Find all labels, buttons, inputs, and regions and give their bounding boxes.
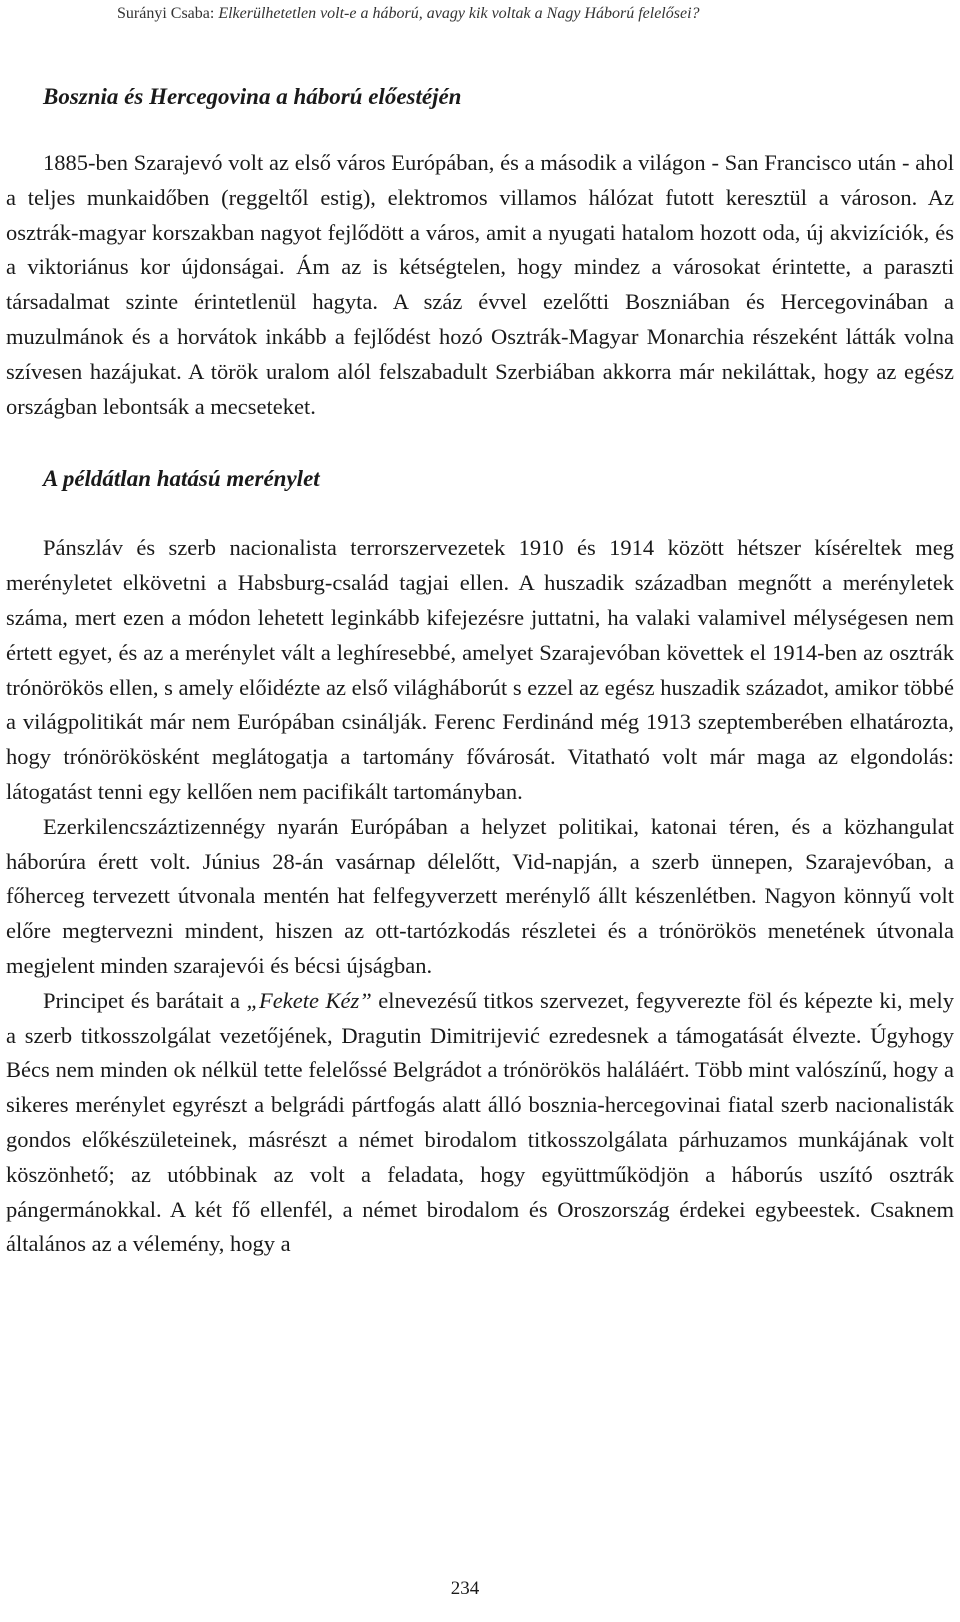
paragraph-text: elnevezésű titkos szervezet, fegyverezte föl és képezte ki, mely a szerb titkosszolgálat vezetőjének, Dragutin Dimitrijević ezredesnek a támogatását élvezte. Úgyhogy Bécs nem minden ok nélkül tette felelőssé Belgrádot a trónörökös haláláért. Több mint valószínű, hogy a sikeres merénylet egyrészt a belgrádi pártfogás alatt álló bosznia-hercegovinai fiatal szerb nacionalisták gondos előkészületeinek, másrészt a német birodalom titkosszolgálata párhuzamos munkájának volt köszönhető; az utóbbinak az volt a feladata, hogy együttműködjön a háborús uszító osztrák pángermánokkal. A két fő ellenfél, a német birodalom és Oroszország érdekei egybeestek. Csaknem általános az a vélemény, hogy a <box>6 987 954 1257</box>
paragraph-black-hand <box>6 984 954 1262</box>
paragraph: 1885-ben Szarajevó volt az első város Európában, és a második a világon - San Francisco után - ahol a teljes munkaidőben (reggeltől estig), elektromos villamos hálózat futott keresztül a városon. Az osztrák-magyar korszakban nagyot fejlődött a város, amit a nyugati hatalom hozott oda, új akvizíciók, és a viktoriánus kor újdonságai. Ám az is kétségtelen, hogy mindez a városokat érintette, a paraszti társadalmat szinte érintetlenül hagyta. A száz évvel ezelőtti Boszniában és Hercegovinában a muzulmánok és a horvátok inkább a fejlődést hozó Osztrák-Magyar Monarchia részeként látták volna szívesen hazájukat. A török uralom alól felszabadult Szerbiában akkorra már nekiláttak, hogy az egész országban lebontsák a mecseteket. <box>6 150 954 419</box>
section-heading-assassination: A példátlan hatású merénylet <box>43 466 320 492</box>
paragraph-text: Principet és barátait a <box>43 987 247 1013</box>
running-header <box>117 3 917 25</box>
header-title: Elkerülhetetlen volt-e a háború, avagy kik voltak a Nagy Háború felelősei? <box>218 5 700 22</box>
header-author: Surányi Csaba: <box>117 5 219 22</box>
paragraph: Ezerkilencszáztizennégy nyarán Európában a helyzet politikai, katonai téren, és a közhangulat háborúra érett volt. Június 28-án vasárnap délelőtt, Vid-napján, a szerb ünnepen, Szarajevóban, a főherceg tervezett útvonala mentén hat felfegyverzett merénylő állt készenlétben. Nagyon könnyű volt előre megtervezni mindent, hiszen az ott-tartózkodás részletei és a trónörökös menetének útvonala megjelent minden szarajevói és bécsi újságban. <box>6 813 954 978</box>
page-content <box>6 80 954 1262</box>
page-number: 234 <box>450 1578 480 1599</box>
organization-name: „Fekete Kéz” <box>246 987 372 1013</box>
paragraph: Pánszláv és szerb nacionalista terrorszervezetek 1910 és 1914 között hétszer kíséreltek meg merényletet elkövetni a Habsburg-család tagjai ellen. A huszadik században megnőtt a merényletek száma, mert ezen a módon lehetett leginkább kifejezésre juttatni, ha valaki valamivel mélységesen nem értett egyet, és az a merénylet vált a leghíresebbé, amelyet Szarajevóban követtek el 1914-ben az osztrák trónörökös ellen, s amely előidézte az első világháborút s ezzel az egész huszadik századot, amikor többé a világpolitikát már nem Európában csinálják. Ferenc Ferdinánd még 1913 szeptemberében elhatározta, hogy trónörökösként meglátogatja a tartomány fővárosát. Vitatható volt már maga az elgondolás: látogatást tenni egy kellően nem pacifikált tartományban. <box>6 535 954 804</box>
section-heading-bosnia: Bosznia és Hercegovina a háború előestéjén <box>43 84 462 109</box>
